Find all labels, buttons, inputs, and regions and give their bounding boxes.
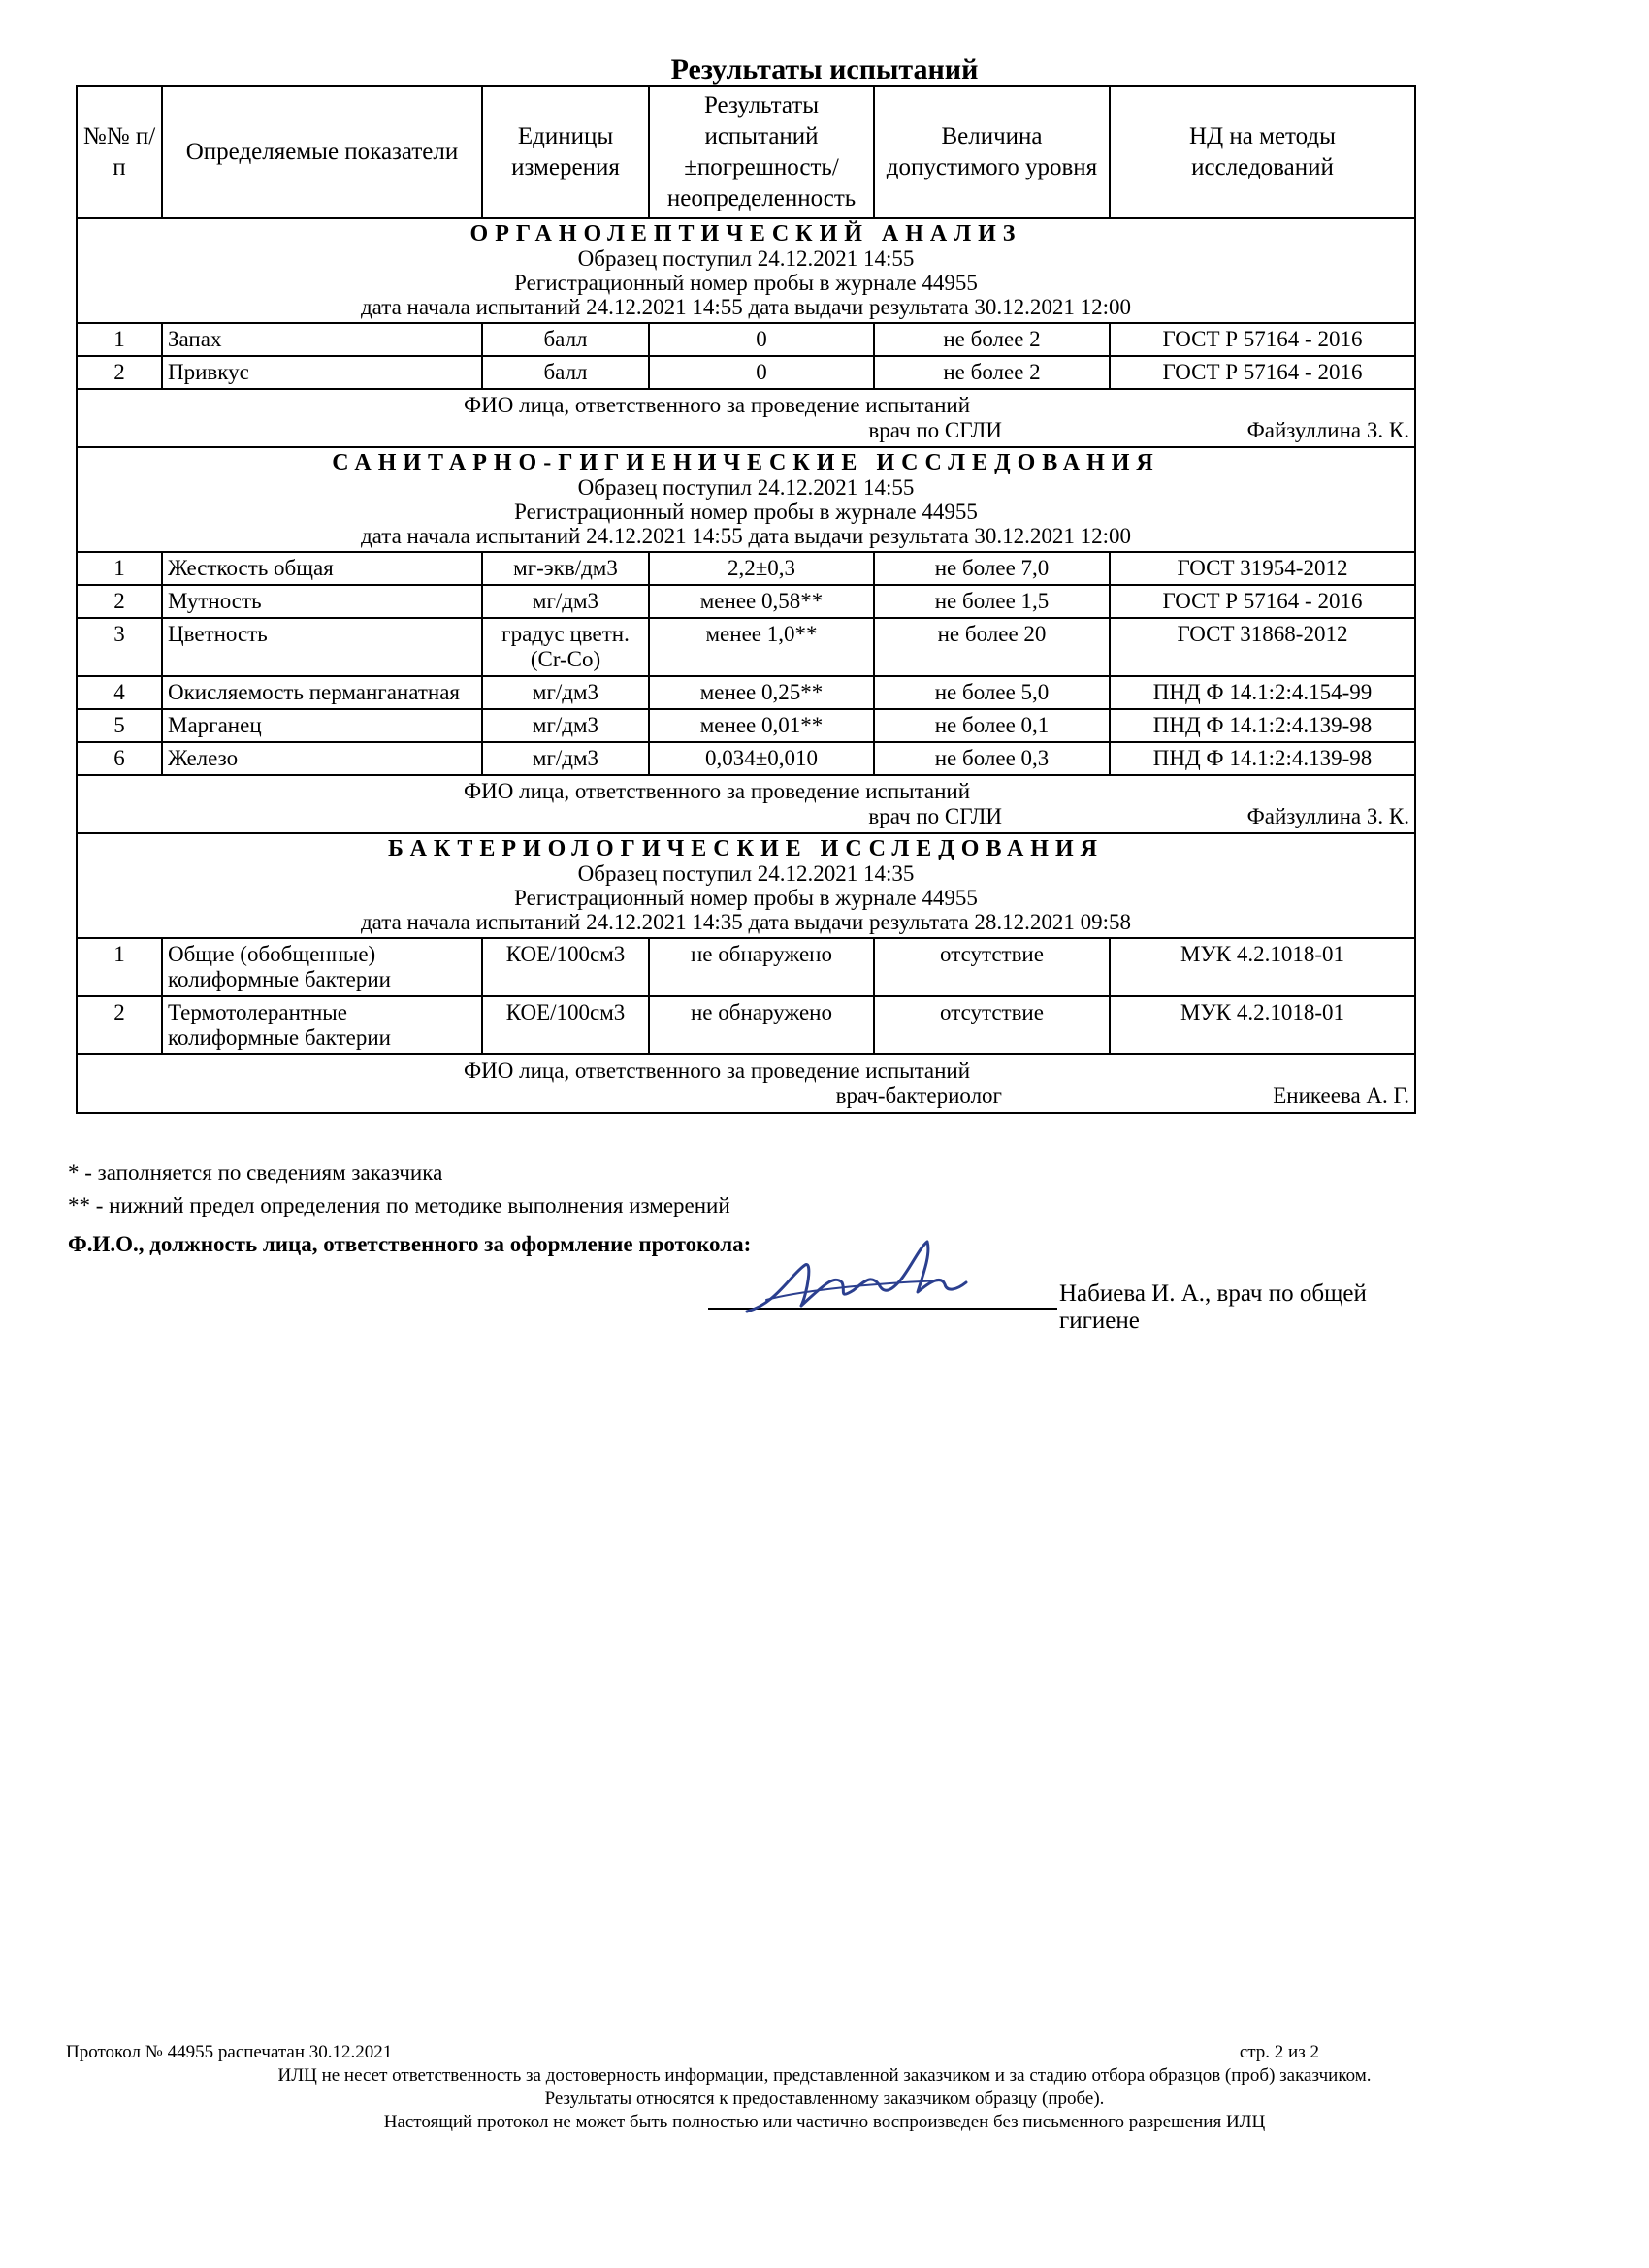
- row-limit: не более 0,3: [874, 742, 1110, 775]
- registration-number: Регистрационный номер пробы в журнале 44955: [514, 271, 978, 295]
- row-indicator: Привкус: [162, 356, 482, 389]
- handwritten-signature: [737, 1236, 989, 1323]
- row-number: 5: [77, 709, 162, 742]
- header-result: Результаты испытаний ±погрешность/ неопределенность: [649, 86, 874, 218]
- responsible-row: [77, 775, 1415, 833]
- row-indicator: Мутность: [162, 585, 482, 618]
- header-indicator: Определяемые показатели: [162, 86, 482, 218]
- footer-page-number: стр. 2 из 2: [1239, 2042, 1319, 2062]
- row-number: 1: [77, 552, 162, 585]
- row-unit: мг-экв/дм3: [482, 552, 649, 585]
- table-row: [77, 676, 1415, 709]
- section-header: [77, 447, 1415, 552]
- responsible-cell: [77, 389, 1415, 447]
- row-result: 2,2±0,3: [649, 552, 874, 585]
- row-unit: КОЕ/100см3: [482, 996, 649, 1054]
- row-limit: не более 7,0: [874, 552, 1110, 585]
- responsible-row: [77, 389, 1415, 447]
- row-method: ГОСТ Р 57164 - 2016: [1110, 585, 1415, 618]
- row-method: ГОСТ Р 57164 - 2016: [1110, 356, 1415, 389]
- row-unit: балл: [482, 323, 649, 356]
- responsible-line: [82, 1084, 1409, 1109]
- section-header: [77, 833, 1415, 938]
- table-header-row: [77, 86, 1415, 218]
- footnotes: [68, 1156, 730, 1222]
- row-indicator: Железо: [162, 742, 482, 775]
- row-result: менее 0,01**: [649, 709, 874, 742]
- row-limit: не более 2: [874, 356, 1110, 389]
- responsible-position: врач-бактериолог: [835, 1084, 1002, 1108]
- page-title: Результаты испытаний: [670, 53, 979, 85]
- row-unit: балл: [482, 356, 649, 389]
- row-result: 0,034±0,010: [649, 742, 874, 775]
- table-row: [77, 709, 1415, 742]
- results-table: [76, 85, 1416, 1114]
- section-header-row: [77, 218, 1415, 323]
- registration-number: Регистрационный номер пробы в журнале 44955: [514, 886, 978, 910]
- row-indicator: Общие (обобщенные) колиформные бактерии: [162, 938, 482, 996]
- signer-name: Набиева И. А., врач по общей гигиене: [1059, 1280, 1367, 1334]
- responsible-cell: [77, 775, 1415, 833]
- row-limit: не более 5,0: [874, 676, 1110, 709]
- row-result: менее 0,25**: [649, 676, 874, 709]
- row-number: 2: [77, 356, 162, 389]
- header-num: №№ п/п: [77, 86, 162, 218]
- responsible-name: Файзуллина З. К.: [1246, 804, 1409, 828]
- footnote-detection-limit: ** - нижний предел определения по методике выполнения измерений: [68, 1193, 730, 1217]
- responsible-line: [82, 418, 1409, 443]
- table-row: [77, 552, 1415, 585]
- registration-number: Регистрационный номер пробы в журнале 44955: [514, 500, 978, 524]
- row-unit: мг/дм3: [482, 676, 649, 709]
- row-number: 6: [77, 742, 162, 775]
- page-footer: [0, 2041, 1649, 2134]
- row-result: не обнаружено: [649, 996, 874, 1054]
- row-unit: КОЕ/100см3: [482, 938, 649, 996]
- row-result: менее 0,58**: [649, 585, 874, 618]
- row-limit: отсутствие: [874, 938, 1110, 996]
- row-result: не обнаружено: [649, 938, 874, 996]
- section-title: САНИТАРНО-ГИГИЕНИЧЕСКИЕ ИССЛЕДОВАНИЯ: [332, 450, 1160, 475]
- header-units: Единицы измерения: [482, 86, 649, 218]
- table-row: [77, 323, 1415, 356]
- row-method: ГОСТ 31868-2012: [1110, 618, 1415, 676]
- row-method: МУК 4.2.1018-01: [1110, 996, 1415, 1054]
- row-limit: отсутствие: [874, 996, 1110, 1054]
- responsible-row: [77, 1054, 1415, 1113]
- table-body: [77, 218, 1415, 1113]
- row-limit: не более 0,1: [874, 709, 1110, 742]
- table-row: [77, 938, 1415, 996]
- table-row: [77, 742, 1415, 775]
- row-indicator: Термотолерантные колиформные бактерии: [162, 996, 482, 1054]
- row-limit: не более 1,5: [874, 585, 1110, 618]
- signature-label: Ф.И.О., должность лица, ответственного за оформление протокола:: [68, 1232, 752, 1256]
- row-unit: градус цветн.(Cr-Co): [482, 618, 649, 676]
- row-unit: мг/дм3: [482, 742, 649, 775]
- row-number: 4: [77, 676, 162, 709]
- sample-received: Образец поступил 24.12.2021 14:35: [577, 861, 915, 886]
- row-method: ПНД Ф 14.1:2:4.139-98: [1110, 709, 1415, 742]
- row-method: МУК 4.2.1018-01: [1110, 938, 1415, 996]
- responsible-position: врач по СГЛИ: [868, 418, 1002, 442]
- row-method: ГОСТ Р 57164 - 2016: [1110, 323, 1415, 356]
- footnote-customer: * - заполняется по сведениям заказчика: [68, 1160, 443, 1184]
- section-header-row: [77, 833, 1415, 938]
- row-indicator: Жесткость общая: [162, 552, 482, 585]
- row-indicator: Цветность: [162, 618, 482, 676]
- row-number: 1: [77, 938, 162, 996]
- responsible-label: ФИО лица, ответственного за проведение испытаний: [463, 393, 971, 417]
- header-method: НД на методы исследований: [1110, 86, 1415, 218]
- row-unit: мг/дм3: [482, 585, 649, 618]
- table-row: [77, 996, 1415, 1054]
- table-row: [77, 585, 1415, 618]
- responsible-line: [82, 804, 1409, 829]
- responsible-name: Файзуллина З. К.: [1246, 418, 1409, 442]
- row-limit: не более 2: [874, 323, 1110, 356]
- row-indicator: Окисляемость перманганатная: [162, 676, 482, 709]
- signature-block: [68, 1232, 1426, 1334]
- footer-copy-note: Настоящий протокол не может быть полностью или частично воспроизведен без письменного разрешения ИЛЦ: [383, 2112, 1266, 2132]
- table-row: [77, 356, 1415, 389]
- sample-received: Образец поступил 24.12.2021 14:55: [577, 475, 915, 500]
- row-number: 2: [77, 585, 162, 618]
- responsible-position: врач по СГЛИ: [868, 804, 1002, 828]
- footer-results-note: Результаты относятся к предоставленному заказчиком образцу (пробе).: [544, 2089, 1105, 2109]
- section-header-row: [77, 447, 1415, 552]
- test-dates: дата начала испытаний 24.12.2021 14:55 дата выдачи результата 30.12.2021 12:00: [360, 295, 1132, 319]
- row-indicator: Запах: [162, 323, 482, 356]
- header-limit: Величина допустимого уровня: [874, 86, 1110, 218]
- section-title: ОРГАНОЛЕПТИЧЕСКИЙ АНАЛИЗ: [469, 221, 1022, 246]
- test-dates: дата начала испытаний 24.12.2021 14:35 дата выдачи результата 28.12.2021 09:58: [360, 910, 1132, 934]
- footer-protocol: Протокол № 44955 распечатан 30.12.2021: [66, 2042, 393, 2062]
- row-result: 0: [649, 323, 874, 356]
- test-dates: дата начала испытаний 24.12.2021 14:55 дата выдачи результата 30.12.2021 12:00: [360, 524, 1132, 548]
- responsible-name: Еникеева А. Г.: [1273, 1084, 1409, 1108]
- responsible-label: ФИО лица, ответственного за проведение испытаний: [463, 1058, 971, 1083]
- row-number: 2: [77, 996, 162, 1054]
- footer-disclaimer: ИЛЦ не несет ответственность за достоверность информации, представленной заказчиком и за стадию отбора образцов (проб) заказчиком.: [277, 2065, 1372, 2086]
- sample-received: Образец поступил 24.12.2021 14:55: [577, 246, 915, 271]
- row-method: ПНД Ф 14.1:2:4.139-98: [1110, 742, 1415, 775]
- row-unit: мг/дм3: [482, 709, 649, 742]
- row-number: 3: [77, 618, 162, 676]
- section-header: [77, 218, 1415, 323]
- row-limit: не более 20: [874, 618, 1110, 676]
- row-indicator: Марганец: [162, 709, 482, 742]
- table-row: [77, 618, 1415, 676]
- row-method: ГОСТ 31954-2012: [1110, 552, 1415, 585]
- row-result: менее 1,0**: [649, 618, 874, 676]
- section-title: БАКТЕРИОЛОГИЧЕСКИЕ ИССЛЕДОВАНИЯ: [388, 836, 1104, 861]
- row-number: 1: [77, 323, 162, 356]
- row-method: ПНД Ф 14.1:2:4.154-99: [1110, 676, 1415, 709]
- responsible-label: ФИО лица, ответственного за проведение испытаний: [463, 779, 971, 803]
- responsible-cell: [77, 1054, 1415, 1113]
- row-result: 0: [649, 356, 874, 389]
